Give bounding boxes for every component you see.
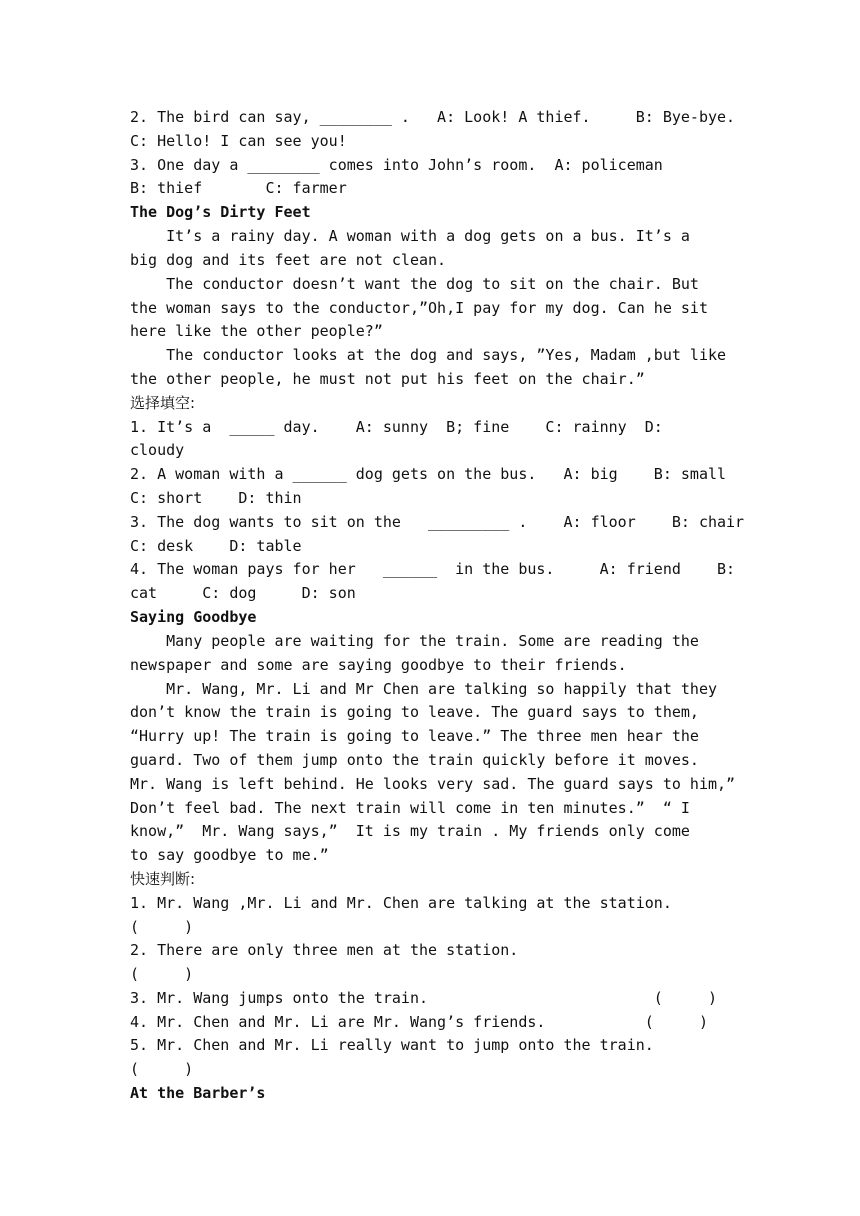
dog-exercise-line: 3. The dog wants to sit on the _________ . A: floor B: chair xyxy=(130,512,745,531)
dog-exercise-line: cloudy xyxy=(130,441,185,460)
goodbye-paragraph-line: Don’t feel bad. The next train will come in ten minutes.” “ I xyxy=(130,798,690,817)
dog-exercise-line: 2. A woman with a ______ dog gets on the bus. A: big B: small xyxy=(130,465,727,484)
barber-story-title: At the Barber’s xyxy=(130,1084,266,1103)
goodbye-paragraph-line: newspaper and some are saying goodbye to their friends. xyxy=(130,655,627,674)
goodbye-paragraph-line: guard. Two of them jump onto the train quickly before it moves. xyxy=(130,750,699,769)
dog-exercise-line: 4. The woman pays for her ______ in the bus. A: friend B: xyxy=(130,560,736,579)
goodbye-story-section xyxy=(130,606,736,1082)
barber-story-section xyxy=(130,1082,736,1106)
dog-paragraph-line: the woman says to the conductor,”Oh,I pay for my dog. Can he sit xyxy=(130,298,708,317)
dog-paragraph-line: the other people, he must not put his feet on the chair.” xyxy=(130,369,645,388)
dog-exercise-line: 1. It’s a _____ day. A: sunny B; fine C: rainny D: xyxy=(130,417,663,436)
question-3-line-1: 3. One day a ________ comes into John’s room. A: policeman xyxy=(130,155,663,174)
dog-paragraph-line: The conductor doesn’t want the dog to sit on the chair. But xyxy=(130,274,699,293)
goodbye-exercise-line: ( ) xyxy=(130,1060,194,1079)
goodbye-paragraph-line: know,” Mr. Wang says,” It is my train . My friends only come xyxy=(130,822,690,841)
question-2-line-1: 2. The bird can say, ________ . A: Look! A thief. B: Bye-bye. xyxy=(130,108,736,126)
dog-exercise-title: 选择填空: xyxy=(130,393,196,412)
dog-story-title: The Dog’s Dirty Feet xyxy=(130,203,311,222)
goodbye-exercise-line: 5. Mr. Chen and Mr. Li really want to jump onto the train. xyxy=(130,1036,654,1055)
dog-paragraph-line: The conductor looks at the dog and says, ”Yes, Madam ,but like xyxy=(130,346,727,365)
goodbye-paragraph-line: to say goodbye to me.” xyxy=(130,846,329,865)
document-page xyxy=(130,106,745,1106)
dog-paragraph-line: here like the other people?” xyxy=(130,322,383,341)
dog-exercise-line: C: short D: thin xyxy=(130,488,302,507)
goodbye-paragraph-line: don’t know the train is going to leave. The guard says to them, xyxy=(130,703,699,722)
dog-paragraph-line: It’s a rainy day. A woman with a dog gets on a bus. It’s a xyxy=(130,227,690,246)
dog-paragraph-line: big dog and its feet are not clean. xyxy=(130,250,447,269)
question-2-line-2: C: Hello! I can see you! xyxy=(130,131,347,150)
goodbye-exercise-line: 1. Mr. Wang ,Mr. Li and Mr. Chen are talking at the station. xyxy=(130,893,672,912)
goodbye-exercise-line: 4. Mr. Chen and Mr. Li are Mr. Wang’s friends. ( ) xyxy=(130,1012,708,1031)
goodbye-exercise-title: 快速判断: xyxy=(130,869,196,888)
intro-questions xyxy=(130,106,736,201)
goodbye-story-title: Saying Goodbye xyxy=(130,607,257,626)
goodbye-exercise-line: 2. There are only three men at the station. xyxy=(130,941,519,960)
goodbye-paragraph-line: Mr. Wang, Mr. Li and Mr Chen are talking so happily that they xyxy=(130,679,717,698)
question-3-line-2: B: thief C: farmer xyxy=(130,179,347,198)
dog-story-section xyxy=(130,201,745,606)
goodbye-paragraph-line: Many people are waiting for the train. Some are reading the xyxy=(130,631,699,650)
goodbye-paragraph-line: Mr. Wang is left behind. He looks very sad. The guard says to him,” xyxy=(130,774,736,793)
goodbye-exercise-line: ( ) xyxy=(130,917,194,936)
dog-exercise-line: cat C: dog D: son xyxy=(130,584,356,603)
goodbye-exercise-line: 3. Mr. Wang jumps onto the train. ( ) xyxy=(130,988,717,1007)
goodbye-exercise-line: ( ) xyxy=(130,965,194,984)
goodbye-paragraph-line: “Hurry up! The train is going to leave.” The three men hear the xyxy=(130,727,699,746)
dog-exercise-line: C: desk D: table xyxy=(130,536,302,555)
